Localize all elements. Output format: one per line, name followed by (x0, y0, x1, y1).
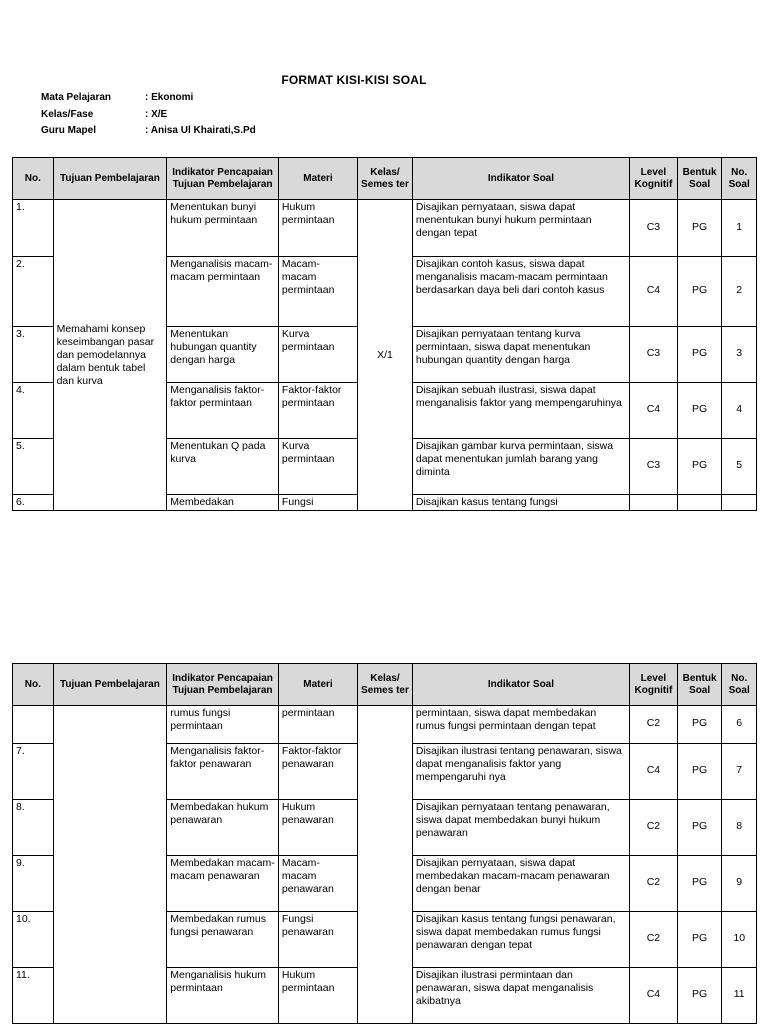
indikator-soal-cell: permintaan, siswa dapat membedakan rumus fungsi permintaan dengan tepat (412, 706, 629, 744)
row-number: 8. (13, 800, 54, 856)
header-row (13, 158, 757, 200)
bentuk-soal-cell: PG (677, 706, 722, 744)
indikator-tp-cell: Membedakan (167, 495, 279, 511)
bentuk-soal-cell (677, 495, 722, 511)
materi-cell: Hukum penawaran (278, 800, 357, 856)
materi-cell: Fungsi (278, 495, 357, 511)
bentuk-soal-cell: PG (677, 439, 722, 495)
header-bentuk-soal: Bentuk Soal (677, 664, 722, 706)
nomor-soal-cell: 3 (722, 327, 757, 383)
header-kelas-semester: Kelas/ Semes ter (358, 158, 413, 200)
meta-row-subject (41, 92, 256, 109)
row-number: 10. (13, 912, 54, 968)
indikator-soal-cell: Disajikan kasus tentang fungsi penawaran, siswa dapat membedakan rumus fungsi penawaran dengan tepat (412, 912, 629, 968)
meta-label: Guru Mapel (41, 125, 97, 136)
materi-cell: Faktor-faktor permintaan (278, 383, 357, 439)
bentuk-soal-cell: PG (677, 800, 722, 856)
level-kognitif-cell: C3 (630, 327, 678, 383)
nomor-soal-cell: 7 (722, 744, 757, 800)
table-row (13, 200, 757, 257)
indikator-tp-cell: rumus fungsi permintaan (167, 706, 279, 744)
document-title: FORMAT KISI-KISI SOAL (281, 73, 427, 87)
meta-row-class (41, 109, 256, 126)
bentuk-soal-cell: PG (677, 200, 722, 257)
indikator-tp-cell: Menentukan Q pada kurva (167, 439, 279, 495)
bentuk-soal-cell: PG (677, 383, 722, 439)
indikator-tp-cell: Menganalisis faktor-faktor penawaran (167, 744, 279, 800)
row-number: 3. (13, 327, 54, 383)
row-number: 6. (13, 495, 54, 511)
materi-cell: Kurva permintaan (278, 327, 357, 383)
row-number: 7. (13, 744, 54, 800)
bentuk-soal-cell: PG (677, 257, 722, 327)
header-indikator-soal: Indikator Soal (412, 158, 629, 200)
bentuk-soal-cell: PG (677, 856, 722, 912)
row-number (13, 706, 54, 744)
indikator-soal-cell: Disajikan pernyataan tentang penawaran, siswa dapat membedakan bunyi hukum penawaran (412, 800, 629, 856)
materi-cell: Macam- macam permintaan (278, 257, 357, 327)
materi-cell: Kurva permintaan (278, 439, 357, 495)
header-level-kognitif: Level Kognitif (630, 664, 678, 706)
indikator-soal-cell: Disajikan pernyataan, siswa dapat membedakan macam-macam penawaran dengan benar (412, 856, 629, 912)
meta-row-teacher (41, 125, 256, 142)
row-number: 5. (13, 439, 54, 495)
level-kognitif-cell: C4 (630, 744, 678, 800)
header-level-kognitif: Level Kognitif (630, 158, 678, 200)
header-indikator-tp: Indikator Pencapaian Tujuan Pembelajaran (167, 664, 279, 706)
indikator-tp-cell: Membedakan hukum penawaran (167, 800, 279, 856)
level-kognitif-cell: C2 (630, 800, 678, 856)
indikator-tp-cell: Menganalisis faktor-faktor permintaan (167, 383, 279, 439)
level-kognitif-cell: C4 (630, 257, 678, 327)
level-kognitif-cell: C2 (630, 856, 678, 912)
kelas-semester-cell (358, 706, 413, 1024)
row-number: 4. (13, 383, 54, 439)
header-row (13, 664, 757, 706)
tujuan-pembelajaran-cell: Memahami konsep keseimbangan pasar dan pemodelannya dalam bentuk tabel dan kurva (53, 200, 167, 511)
level-kognitif-cell: C2 (630, 706, 678, 744)
kelas-semester-cell: X/1 (358, 200, 413, 511)
materi-cell: permintaan (278, 706, 357, 744)
materi-cell: Faktor-faktor penawaran (278, 744, 357, 800)
indikator-tp-cell: Menentukan bunyi hukum permintaan (167, 200, 279, 257)
header-bentuk-soal: Bentuk Soal (677, 158, 722, 200)
header-no: No. (13, 664, 54, 706)
meta-label: Mata Pelajaran (41, 92, 112, 103)
header-tujuan-pembelajaran: Tujuan Pembelajaran (53, 158, 167, 200)
kisi-kisi-table-page2 (12, 663, 757, 1024)
indikator-tp-cell: Menentukan hubungan quantity dengan harga (167, 327, 279, 383)
nomor-soal-cell: 5 (722, 439, 757, 495)
indikator-soal-cell: Disajikan gambar kurva permintaan, siswa dapat menentukan jumlah barang yang diminta (412, 439, 629, 495)
nomor-soal-cell (722, 495, 757, 511)
nomor-soal-cell: 2 (722, 257, 757, 327)
level-kognitif-cell: C4 (630, 383, 678, 439)
row-number: 1. (13, 200, 54, 257)
level-kognitif-cell: C4 (630, 968, 678, 1024)
nomor-soal-cell: 8 (722, 800, 757, 856)
kisi-kisi-table-page1 (12, 157, 757, 511)
indikator-soal-cell: Disajikan pernyataan, siswa dapat menentukan bunyi hukum permintaan dengan tepat (412, 200, 629, 257)
indikator-soal-cell: Disajikan ilustrasi tentang penawaran, siswa dapat menganalisis faktor yang mempengaruhi nya (412, 744, 629, 800)
indikator-soal-cell: Disajikan ilustrasi permintaan dan penawaran, siswa dapat menganalisis akibatnya (412, 968, 629, 1024)
header-indikator-tp: Indikator Pencapaian Tujuan Pembelajaran (167, 158, 279, 200)
header-kelas-semester: Kelas/ Semes ter (358, 664, 413, 706)
meta-value: : X/E (145, 108, 168, 120)
nomor-soal-cell: 6 (722, 706, 757, 744)
header-indikator-soal: Indikator Soal (412, 664, 629, 706)
bentuk-soal-cell: PG (677, 912, 722, 968)
materi-cell: Fungsi penawaran (278, 912, 357, 968)
bentuk-soal-cell: PG (677, 744, 722, 800)
header-materi: Materi (278, 664, 357, 706)
indikator-soal-cell: Disajikan sebuah ilustrasi, siswa dapat menganalisis faktor yang mempengaruhinya (412, 383, 629, 439)
bentuk-soal-cell: PG (677, 968, 722, 1024)
indikator-tp-cell: Membedakan rumus fungsi penawaran (167, 912, 279, 968)
indikator-soal-cell: Disajikan contoh kasus, siswa dapat menganalisis macam-macam permintaan berdasarkan daya beli dari contoh kasus (412, 257, 629, 327)
header-materi: Materi (278, 158, 357, 200)
materi-cell: Macam- macam penawaran (278, 856, 357, 912)
indikator-tp-cell: Menganalisis hukum permintaan (167, 968, 279, 1024)
nomor-soal-cell: 11 (722, 968, 757, 1024)
tujuan-pembelajaran-cell (53, 706, 167, 1024)
meta-value: : Ekonomi (145, 92, 194, 103)
nomor-soal-cell: 9 (722, 856, 757, 912)
header-no-soal: No. Soal (722, 158, 757, 200)
indikator-soal-cell: Disajikan kasus tentang fungsi (412, 495, 629, 511)
indikator-tp-cell: Membedakan macam-macam penawaran (167, 856, 279, 912)
nomor-soal-cell: 4 (722, 383, 757, 439)
row-number: 2. (13, 257, 54, 327)
materi-cell: Hukum permintaan (278, 200, 357, 257)
indikator-soal-cell: Disajikan pernyataan tentang kurva permintaan, siswa dapat menentukan hubungan quantity dengan harga (412, 327, 629, 383)
nomor-soal-cell: 10 (722, 912, 757, 968)
meta-value: : Anisa Ul Khairati,S.Pd (145, 125, 256, 136)
header-no: No. (13, 158, 54, 200)
level-kognitif-cell: C2 (630, 912, 678, 968)
level-kognitif-cell: C3 (630, 200, 678, 257)
document-meta (41, 92, 256, 142)
nomor-soal-cell: 1 (722, 200, 757, 257)
header-no-soal: No. Soal (722, 664, 757, 706)
meta-label: Kelas/Fase (41, 108, 94, 120)
row-number: 9. (13, 856, 54, 912)
row-number: 11. (13, 968, 54, 1024)
level-kognitif-cell: C3 (630, 439, 678, 495)
materi-cell: Hukum permintaan (278, 968, 357, 1024)
table-row (13, 706, 757, 744)
header-tujuan-pembelajaran: Tujuan Pembelajaran (53, 664, 167, 706)
level-kognitif-cell (630, 495, 678, 511)
bentuk-soal-cell: PG (677, 327, 722, 383)
indikator-tp-cell: Menganalisis macam-macam permintaan (167, 257, 279, 327)
